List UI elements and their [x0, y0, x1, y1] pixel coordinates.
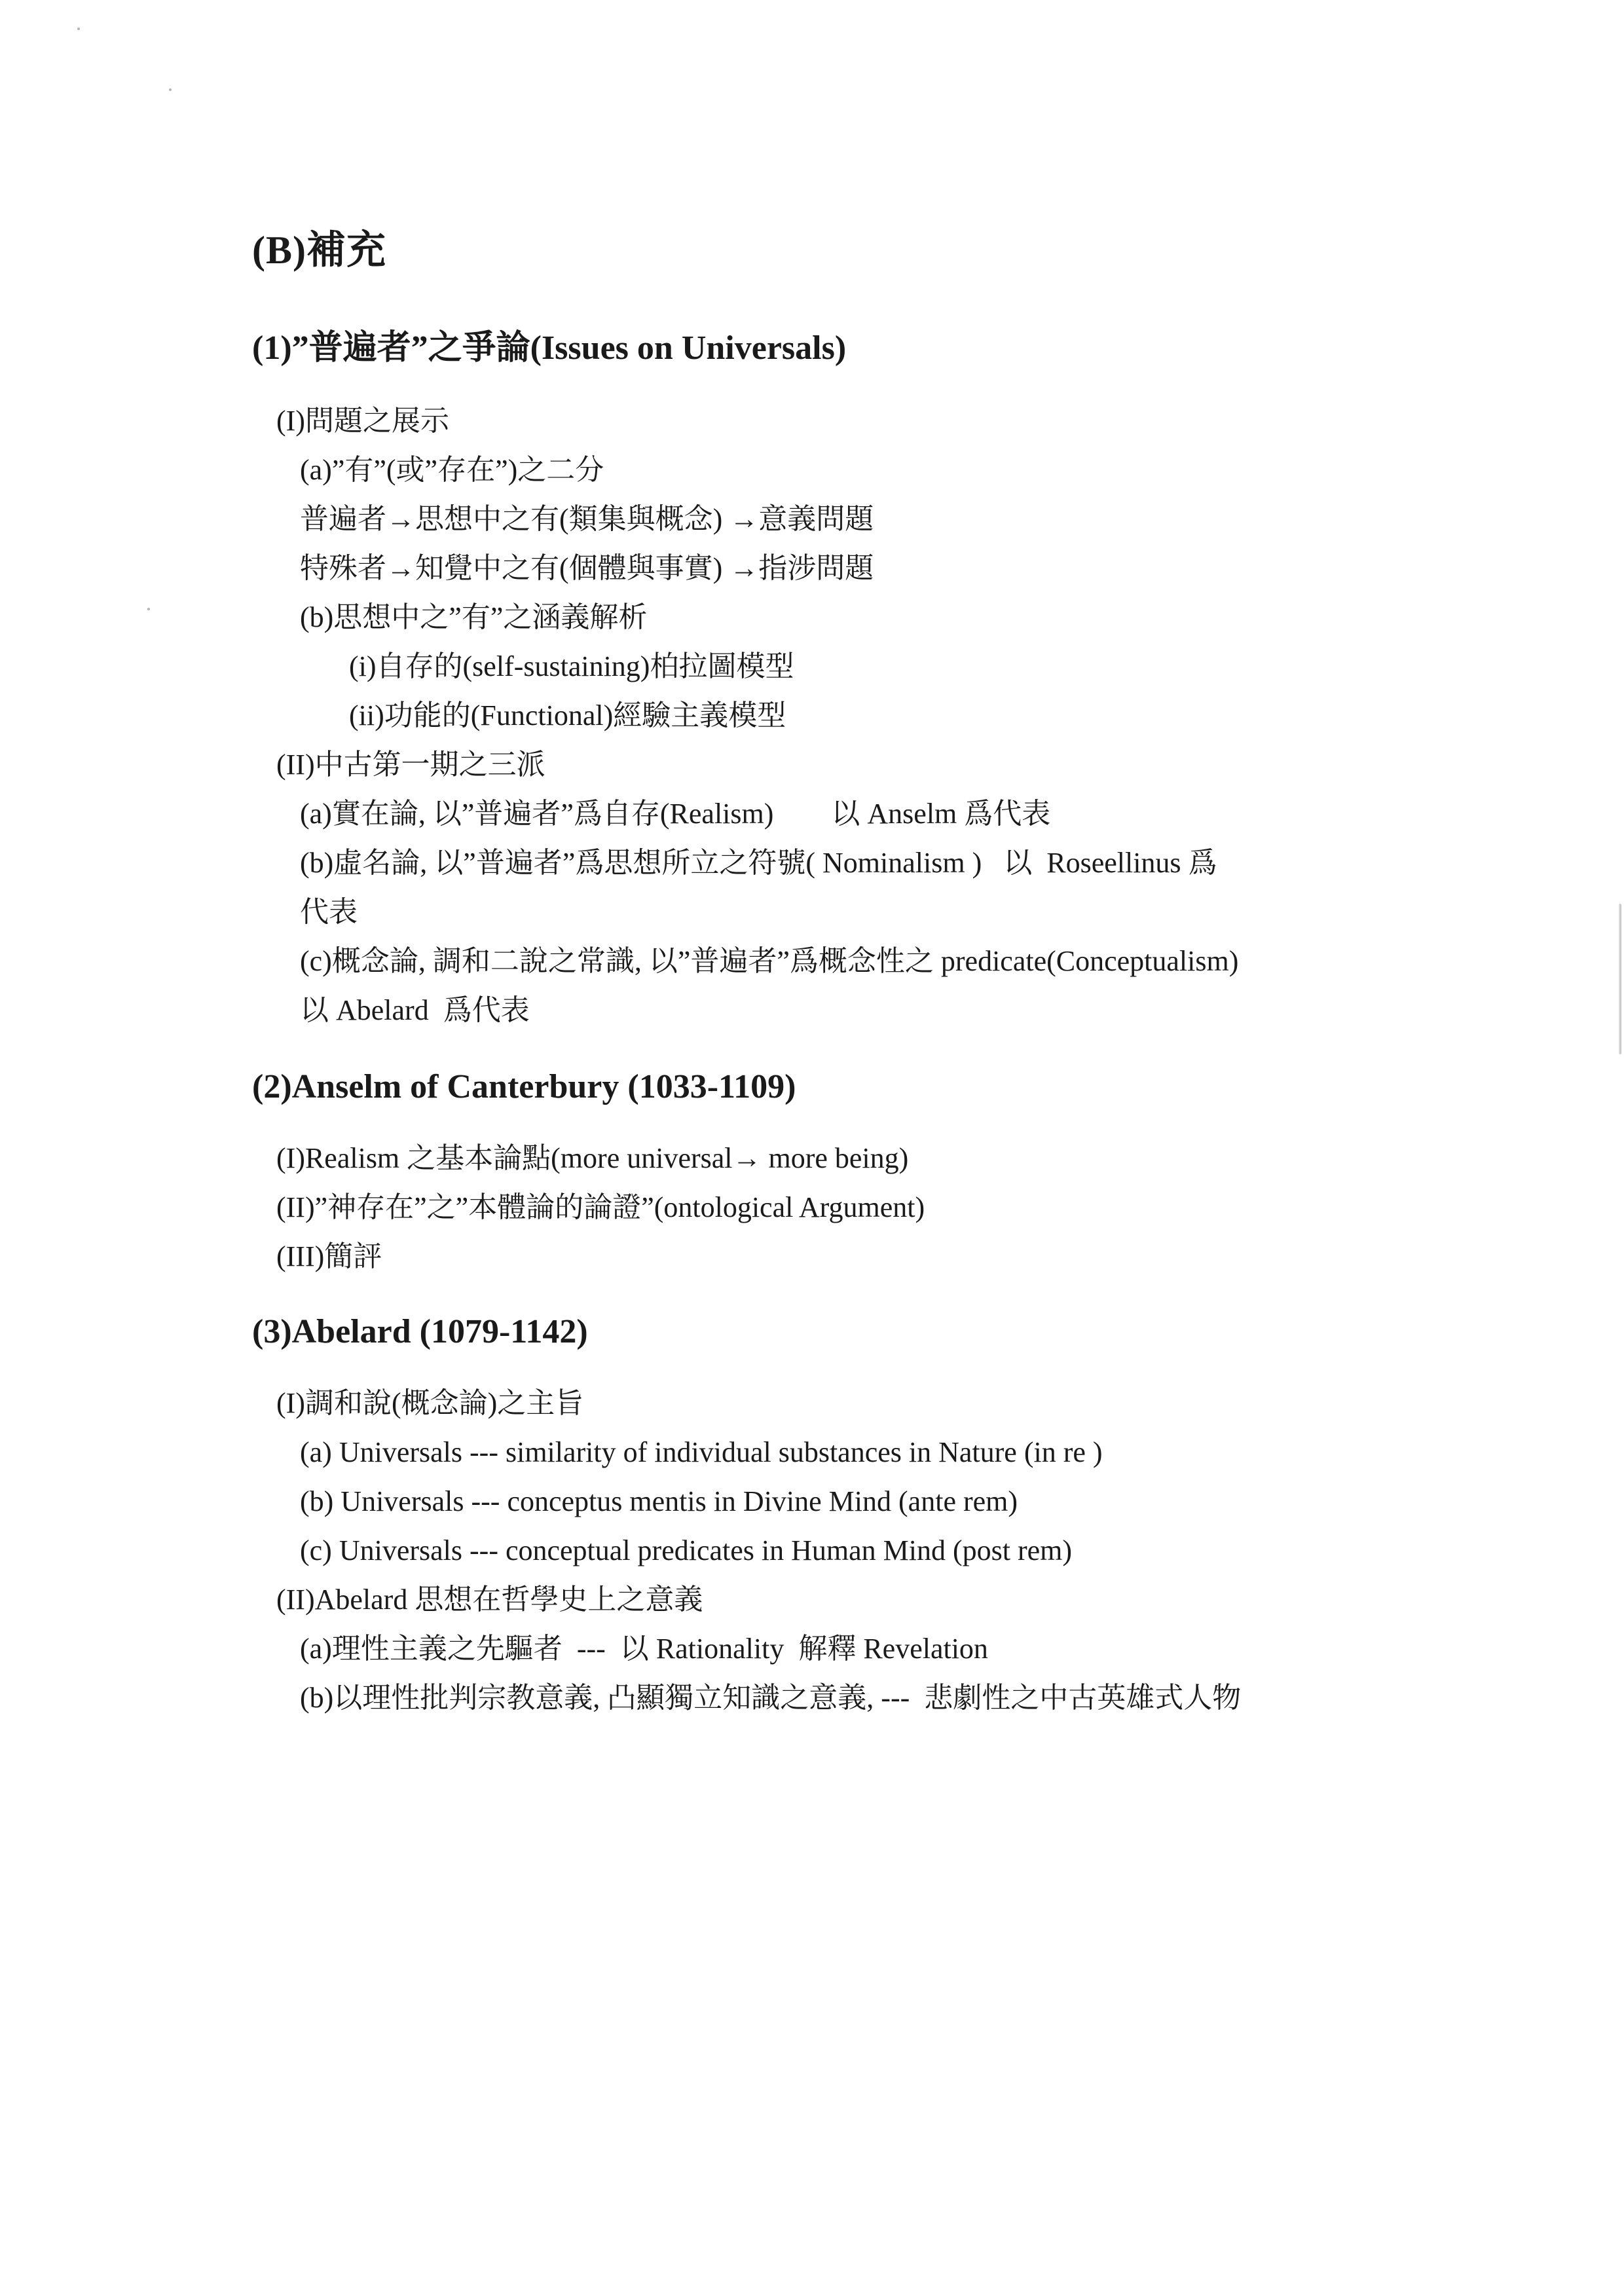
- outline-item: (a)理性主義之先驅者 --- 以 Rationality 解釋 Revelation: [300, 1633, 988, 1665]
- outline-item: (b) Universals --- conceptus mentis in Divine Mind (ante rem): [300, 1485, 1018, 1517]
- scan-speck: [169, 88, 172, 91]
- outline-item: 特殊者→知覺中之有(個體與事實) →指涉問題: [300, 552, 874, 584]
- section-title-universals: (1)”普遍者”之爭論(Issues on Universals): [252, 329, 847, 367]
- outline-item: (c)概念論, 調和二說之常識, 以”普遍者”爲概念性之 predicate(Conceptualism): [300, 945, 1239, 977]
- section-title-abelard: (3)Abelard (1079-1142): [252, 1313, 588, 1350]
- outline-item: (II)Abelard 思想在哲學史上之意義: [276, 1583, 703, 1616]
- outline-item: 代表: [300, 896, 358, 928]
- outline-item: (III)簡評: [276, 1240, 382, 1272]
- outline-item: (c) Universals --- conceptual predicates in Human Mind (post rem): [300, 1534, 1073, 1566]
- outline-item: (II)”神存在”之”本體論的論證”(ontological Argument): [276, 1191, 925, 1223]
- section-title-anselm: (2)Anselm of Canterbury (1033-1109): [252, 1068, 796, 1105]
- outline-item: (i)自存的(self-sustaining)柏拉圖模型: [349, 650, 794, 682]
- outline-item: 普遍者→思想中之有(類集與概念) →意義問題: [300, 503, 874, 535]
- outline-item: (I)問題之展示: [276, 405, 449, 437]
- outline-item: (a)”有”(或”存在”)之二分: [300, 454, 604, 486]
- outline-item: (a) Universals --- similarity of individual substances in Nature (in re ): [300, 1436, 1103, 1468]
- outline-item: (ii)功能的(Functional)經驗主義模型: [349, 699, 786, 731]
- scan-edge-shadow: [1619, 904, 1621, 1054]
- outline-item: 以 Abelard 爲代表: [300, 994, 530, 1026]
- scan-speck: [147, 608, 150, 610]
- outline-item: (b)虛名論, 以”普遍者”爲思想所立之符號( Nominalism ) 以 Roseellinus 爲: [300, 847, 1217, 879]
- page-title: (B)補充: [252, 229, 386, 272]
- outline-item: (b)以理性批判宗教意義, 凸顯獨立知識之意義, --- 悲劇性之中古英雄式人物: [300, 1682, 1242, 1714]
- outline-item: (a)實在論, 以”普遍者”爲自存(Realism) 以 Anselm 爲代表: [300, 798, 1051, 830]
- outline-item: (I)調和說(概念論)之主旨: [276, 1387, 584, 1419]
- outline-item: (II)中古第一期之三派: [276, 749, 545, 781]
- scan-speck: [77, 28, 80, 30]
- outline-item: (b)思想中之”有”之涵義解析: [300, 601, 648, 633]
- outline-item: (I)Realism 之基本論點(more universal→ more being): [276, 1142, 909, 1174]
